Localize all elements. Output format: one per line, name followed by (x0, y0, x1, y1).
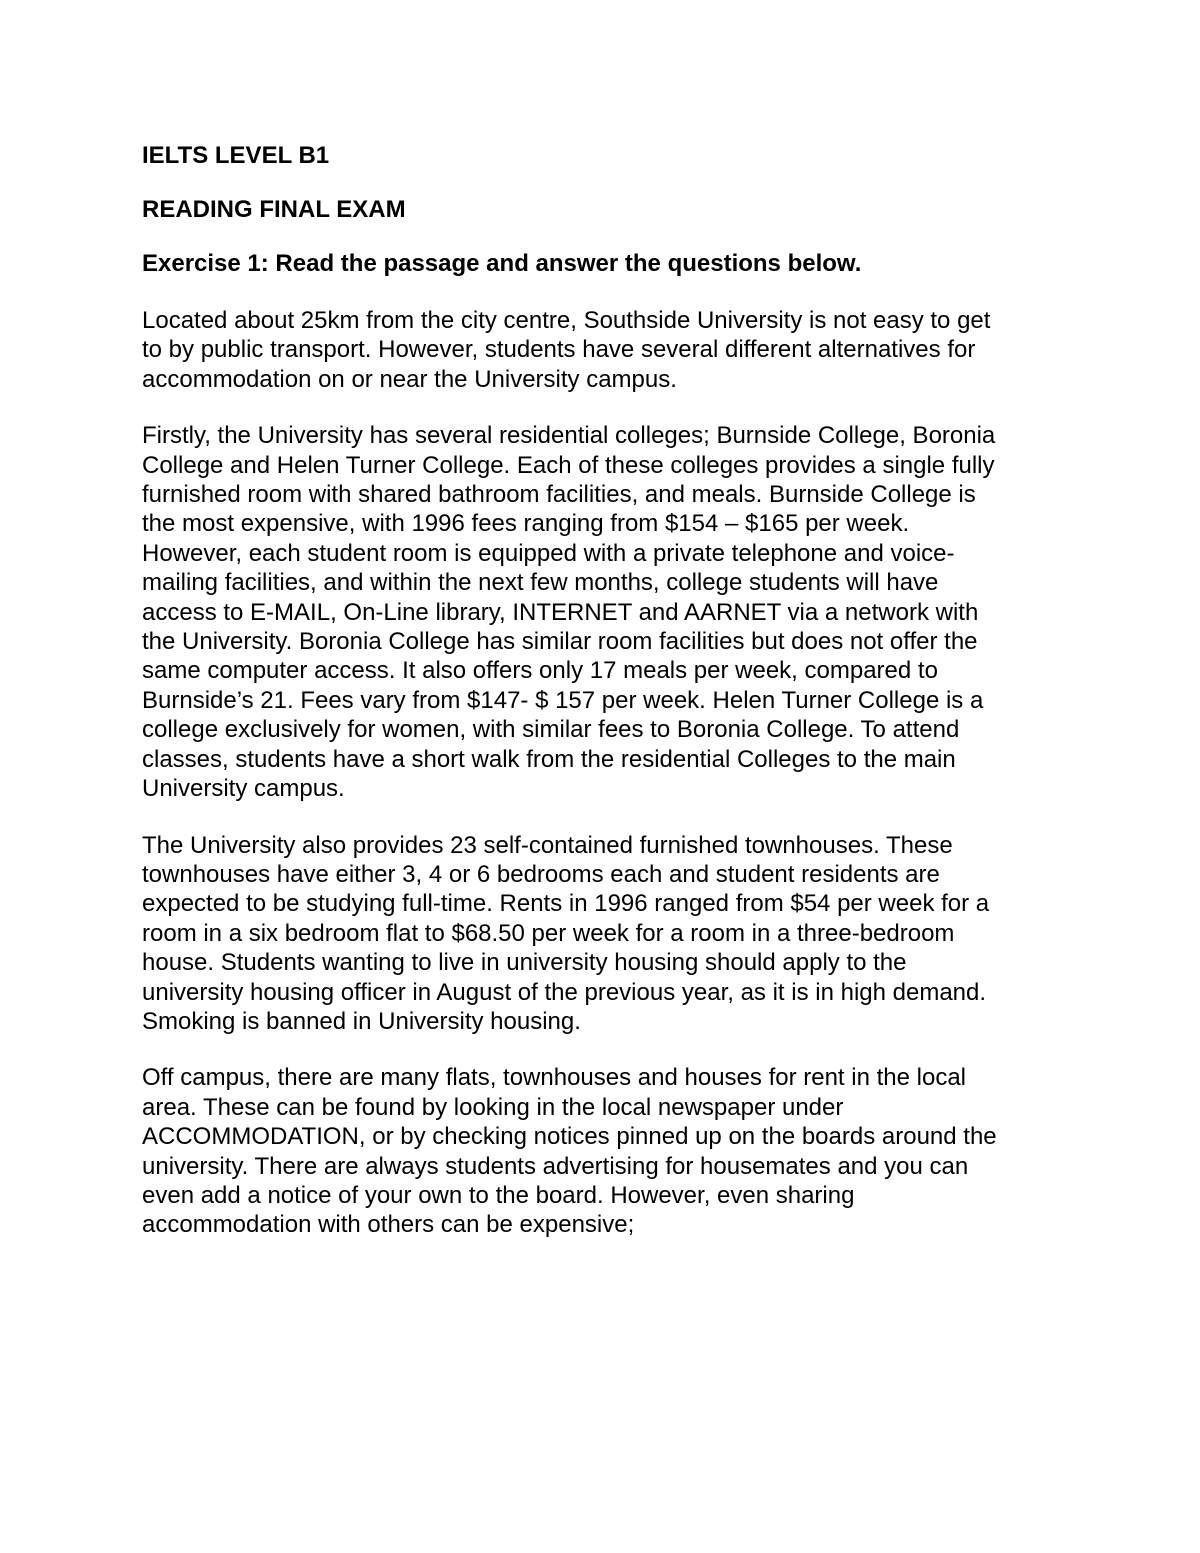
paragraph-line: Smoking is banned in University housing. (142, 1007, 581, 1035)
paragraph-3 (142, 831, 1072, 1037)
paragraph-line: mailing facilities, and within the next few months, college students will have (142, 569, 939, 597)
paragraph-line: to by public transport. However, students have several different alternatives for (142, 336, 976, 364)
paragraph-line: house. Students wanting to live in university housing should apply to the (142, 949, 907, 977)
paragraph-line: room in a six bedroom flat to $68.50 per week for a room in a three-bedroom (142, 919, 955, 947)
paragraph-1 (142, 306, 1072, 394)
paragraph-line: College and Helen Turner College. Each of these colleges provides a single fully (142, 451, 995, 479)
document-content (142, 141, 1072, 1240)
paragraph-line: university housing officer in August of the previous year, as it is in high demand. (142, 978, 987, 1006)
paragraph-line: even add a notice of your own to the board. However, even sharing (142, 1181, 855, 1209)
paragraph-line: same computer access. It also offers only 17 meals per week, compared to (142, 657, 938, 685)
exam-heading: READING FINAL EXAM (142, 196, 406, 223)
paragraph-line: furnished room with shared bathroom facilities, and meals. Burnside College is (142, 481, 976, 509)
paragraph-line: accommodation on or near the University campus. (142, 365, 677, 393)
paragraph-line: University campus. (142, 775, 345, 803)
paragraph-line: the most expensive, with 1996 fees ranging from $154 – $165 per week. (142, 510, 910, 538)
paragraph-line: ACCOMMODATION, or by checking notices pinned up on the boards around the (142, 1123, 997, 1151)
paragraph-line: However, each student room is equipped with a private telephone and voice- (142, 539, 955, 567)
paragraph-line: expected to be studying full-time. Rents in 1996 ranged from $54 per week for a (142, 890, 990, 918)
paragraph-line: area. These can be found by looking in the local newspaper under (142, 1093, 844, 1121)
exercise-instruction: Exercise 1: Read the passage and answer the questions below. (142, 250, 862, 277)
paragraph-line: access to E-MAIL, On-Line library, INTERNET and AARNET via a network with (142, 598, 979, 626)
paragraph-line: Off campus, there are many flats, townhouses and houses for rent in the local (142, 1064, 967, 1092)
paragraph-line: Burnside’s 21. Fees vary from $147- $ 157 per week. Helen Turner College is a (142, 686, 984, 714)
paragraph-line: townhouses have either 3, 4 or 6 bedrooms each and student residents are (142, 860, 940, 888)
paragraph-line: accommodation with others can be expensive; (142, 1211, 635, 1239)
paragraph-line: college exclusively for women, with similar fees to Boronia College. To attend (142, 716, 960, 744)
paragraph-4 (142, 1063, 1072, 1239)
paragraph-2 (142, 421, 1072, 803)
paragraph-line: The University also provides 23 self-contained furnished townhouses. These (142, 831, 953, 859)
paragraph-line: the University. Boronia College has similar room facilities but does not offer the (142, 628, 978, 656)
paragraph-line: classes, students have a short walk from the residential Colleges to the main (142, 745, 956, 773)
level-heading: IELTS LEVEL B1 (142, 142, 330, 169)
paragraph-line: Firstly, the University has several residential colleges; Burnside College, Boronia (142, 422, 996, 450)
paragraph-line: Located about 25km from the city centre, Southside University is not easy to get (142, 307, 991, 334)
paragraph-line: university. There are always students advertising for housemates and you can (142, 1152, 969, 1180)
